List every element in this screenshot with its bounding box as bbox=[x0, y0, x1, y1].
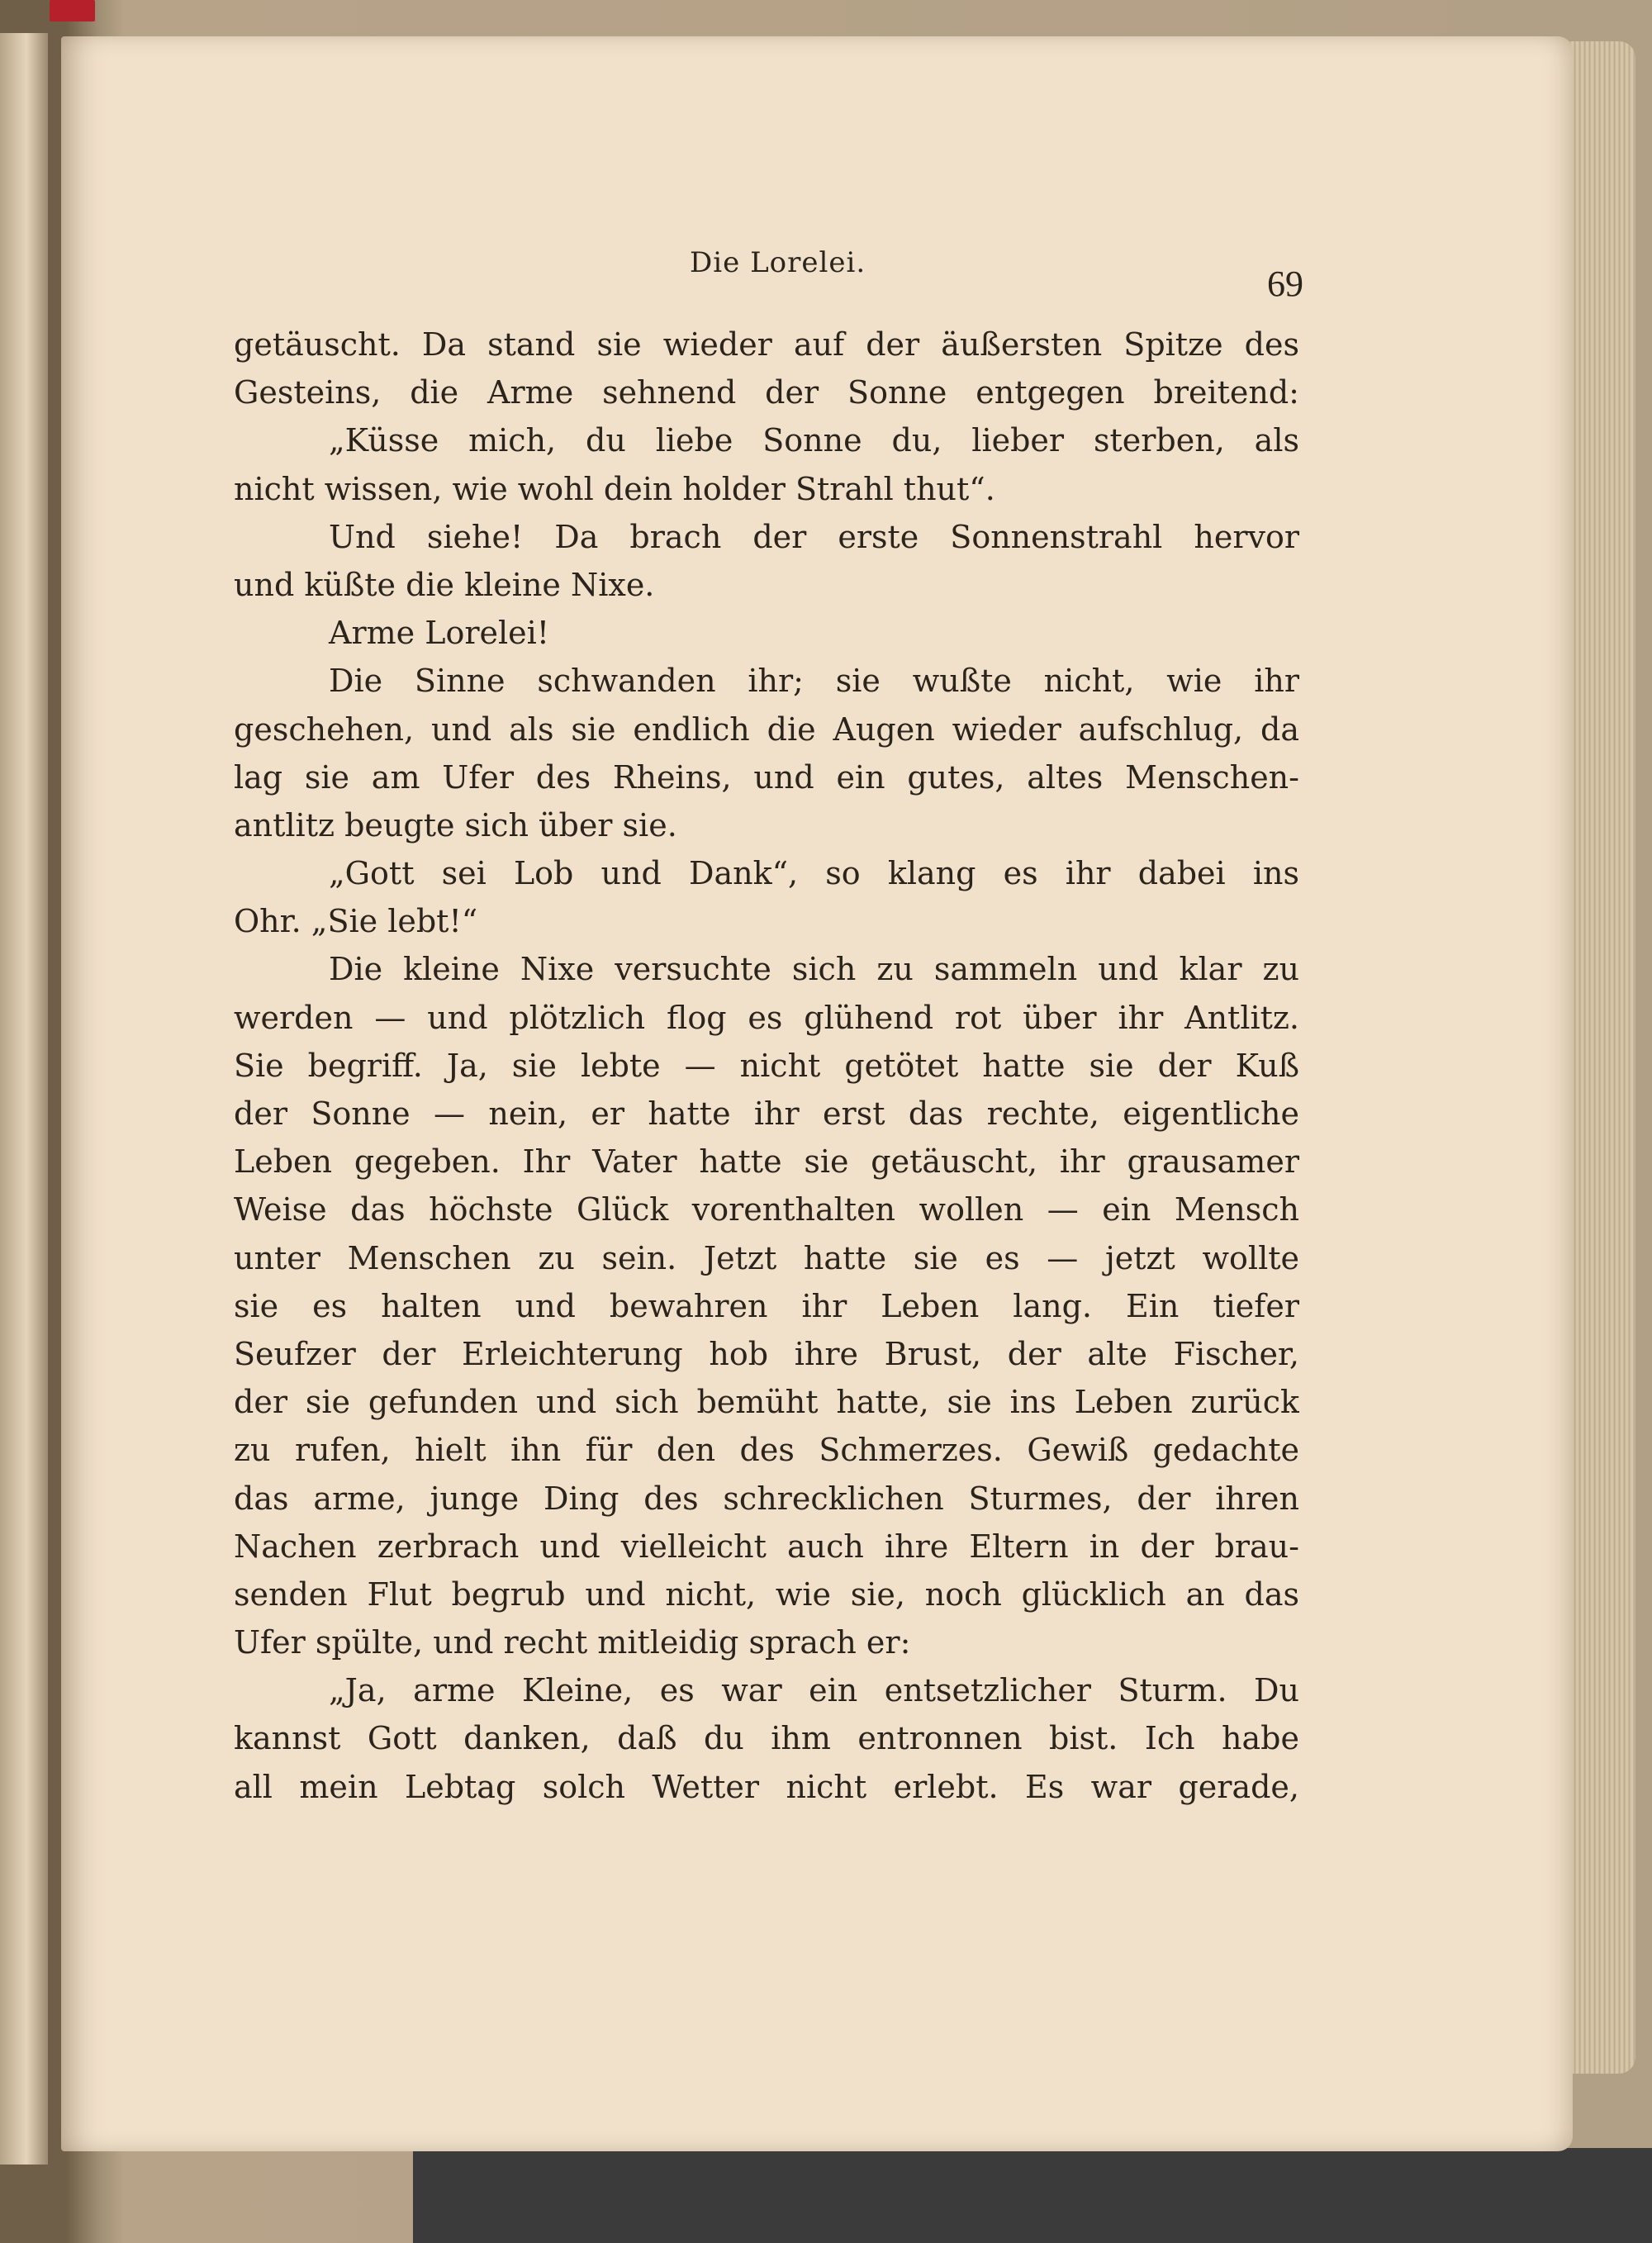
text-line: Die kleine Nixe versuchte sich zu sammeln und klar zu bbox=[329, 951, 1299, 988]
scan-dark-corner bbox=[413, 2148, 1652, 2243]
text-line: und küßte die kleine Nixe. bbox=[234, 566, 655, 603]
body-text bbox=[234, 321, 1299, 1811]
text-line: antlitz beugte sich über sie. bbox=[234, 806, 677, 844]
text-line: „Ja, arme Kleine, es war ein entsetzlicher Sturm. Du bbox=[329, 1672, 1299, 1709]
text-line: Die Sinne schwanden ihr; sie wußte nicht, wie ihr bbox=[329, 663, 1299, 700]
text-line: „Küsse mich, du liebe Sonne du, lieber sterben, als bbox=[329, 422, 1299, 459]
text-line: werden — und plötzlich flog es glühend rot über ihr Antlitz. bbox=[234, 999, 1299, 1036]
text-line: all mein Lebtag solch Wetter nicht erlebt. Es war gerade, bbox=[234, 1768, 1299, 1805]
text-line: Nachen zerbrach und vielleicht auch ihre Eltern in der brau- bbox=[234, 1528, 1299, 1565]
text-line: Weise das höchste Glück vorenthalten wollen — ein Mensch bbox=[234, 1191, 1299, 1228]
text-line: der Sonne — nein, er hatte ihr erst das rechte, eigentliche bbox=[234, 1095, 1299, 1132]
text-line: Leben gegeben. Ihr Vater hatte sie getäuscht, ihr grausamer bbox=[234, 1143, 1299, 1181]
text-line: geschehen, und als sie endlich die Augen wieder aufschlug, da bbox=[234, 710, 1299, 748]
text-line: „Gott sei Lob und Dank“, so klang es ihr dabei ins bbox=[329, 855, 1299, 892]
text-line: Arme Lorelei! bbox=[329, 615, 550, 652]
text-line: lag sie am Ufer des Rheins, und ein gutes, altes Menschen- bbox=[234, 758, 1299, 796]
text-line: Gesteins, die Arme sehnend der Sonne entgegen breitend: bbox=[234, 374, 1299, 411]
bookmark-ribbon bbox=[50, 0, 95, 21]
text-line: getäuscht. Da stand sie wieder auf der äußersten Spitze des bbox=[234, 326, 1299, 363]
left-page-edge bbox=[0, 33, 48, 2165]
text-line: das arme, junge Ding des schrecklichen Sturmes, der ihren bbox=[234, 1480, 1299, 1517]
text-line: Seufzer der Erleichterung hob ihre Brust, der alte Fischer, bbox=[234, 1335, 1299, 1372]
running-head: Die Lorelei. bbox=[690, 246, 866, 279]
text-line: der sie gefunden und sich bemüht hatte, sie ins Leben zurück bbox=[234, 1384, 1299, 1421]
text-line: nicht wissen, wie wohl dein holder Strahl thut“. bbox=[234, 470, 995, 507]
text-line: kannst Gott danken, daß du ihm entronnen bist. Ich habe bbox=[234, 1720, 1299, 1757]
text-line: Und siehe! Da brach der erste Sonnenstrahl hervor bbox=[329, 518, 1299, 555]
text-line: Ufer spülte, und recht mitleidig sprach er: bbox=[234, 1624, 911, 1661]
text-line: Ohr. „Sie lebt!“ bbox=[234, 903, 478, 940]
text-line: unter Menschen zu sein. Jetzt hatte sie es — jetzt wollte bbox=[234, 1239, 1299, 1276]
page-number: 69 bbox=[1267, 264, 1303, 304]
text-line: Sie begriff. Ja, sie lebte — nicht getötet hatte sie der Kuß bbox=[234, 1047, 1299, 1084]
text-line: zu rufen, hielt ihn für den des Schmerzes. Gewiß gedachte bbox=[234, 1432, 1299, 1469]
text-line: sie es halten und bewahren ihr Leben lang. Ein tiefer bbox=[234, 1287, 1299, 1324]
text-line: senden Flut begrub und nicht, wie sie, noch glücklich an das bbox=[234, 1575, 1299, 1613]
